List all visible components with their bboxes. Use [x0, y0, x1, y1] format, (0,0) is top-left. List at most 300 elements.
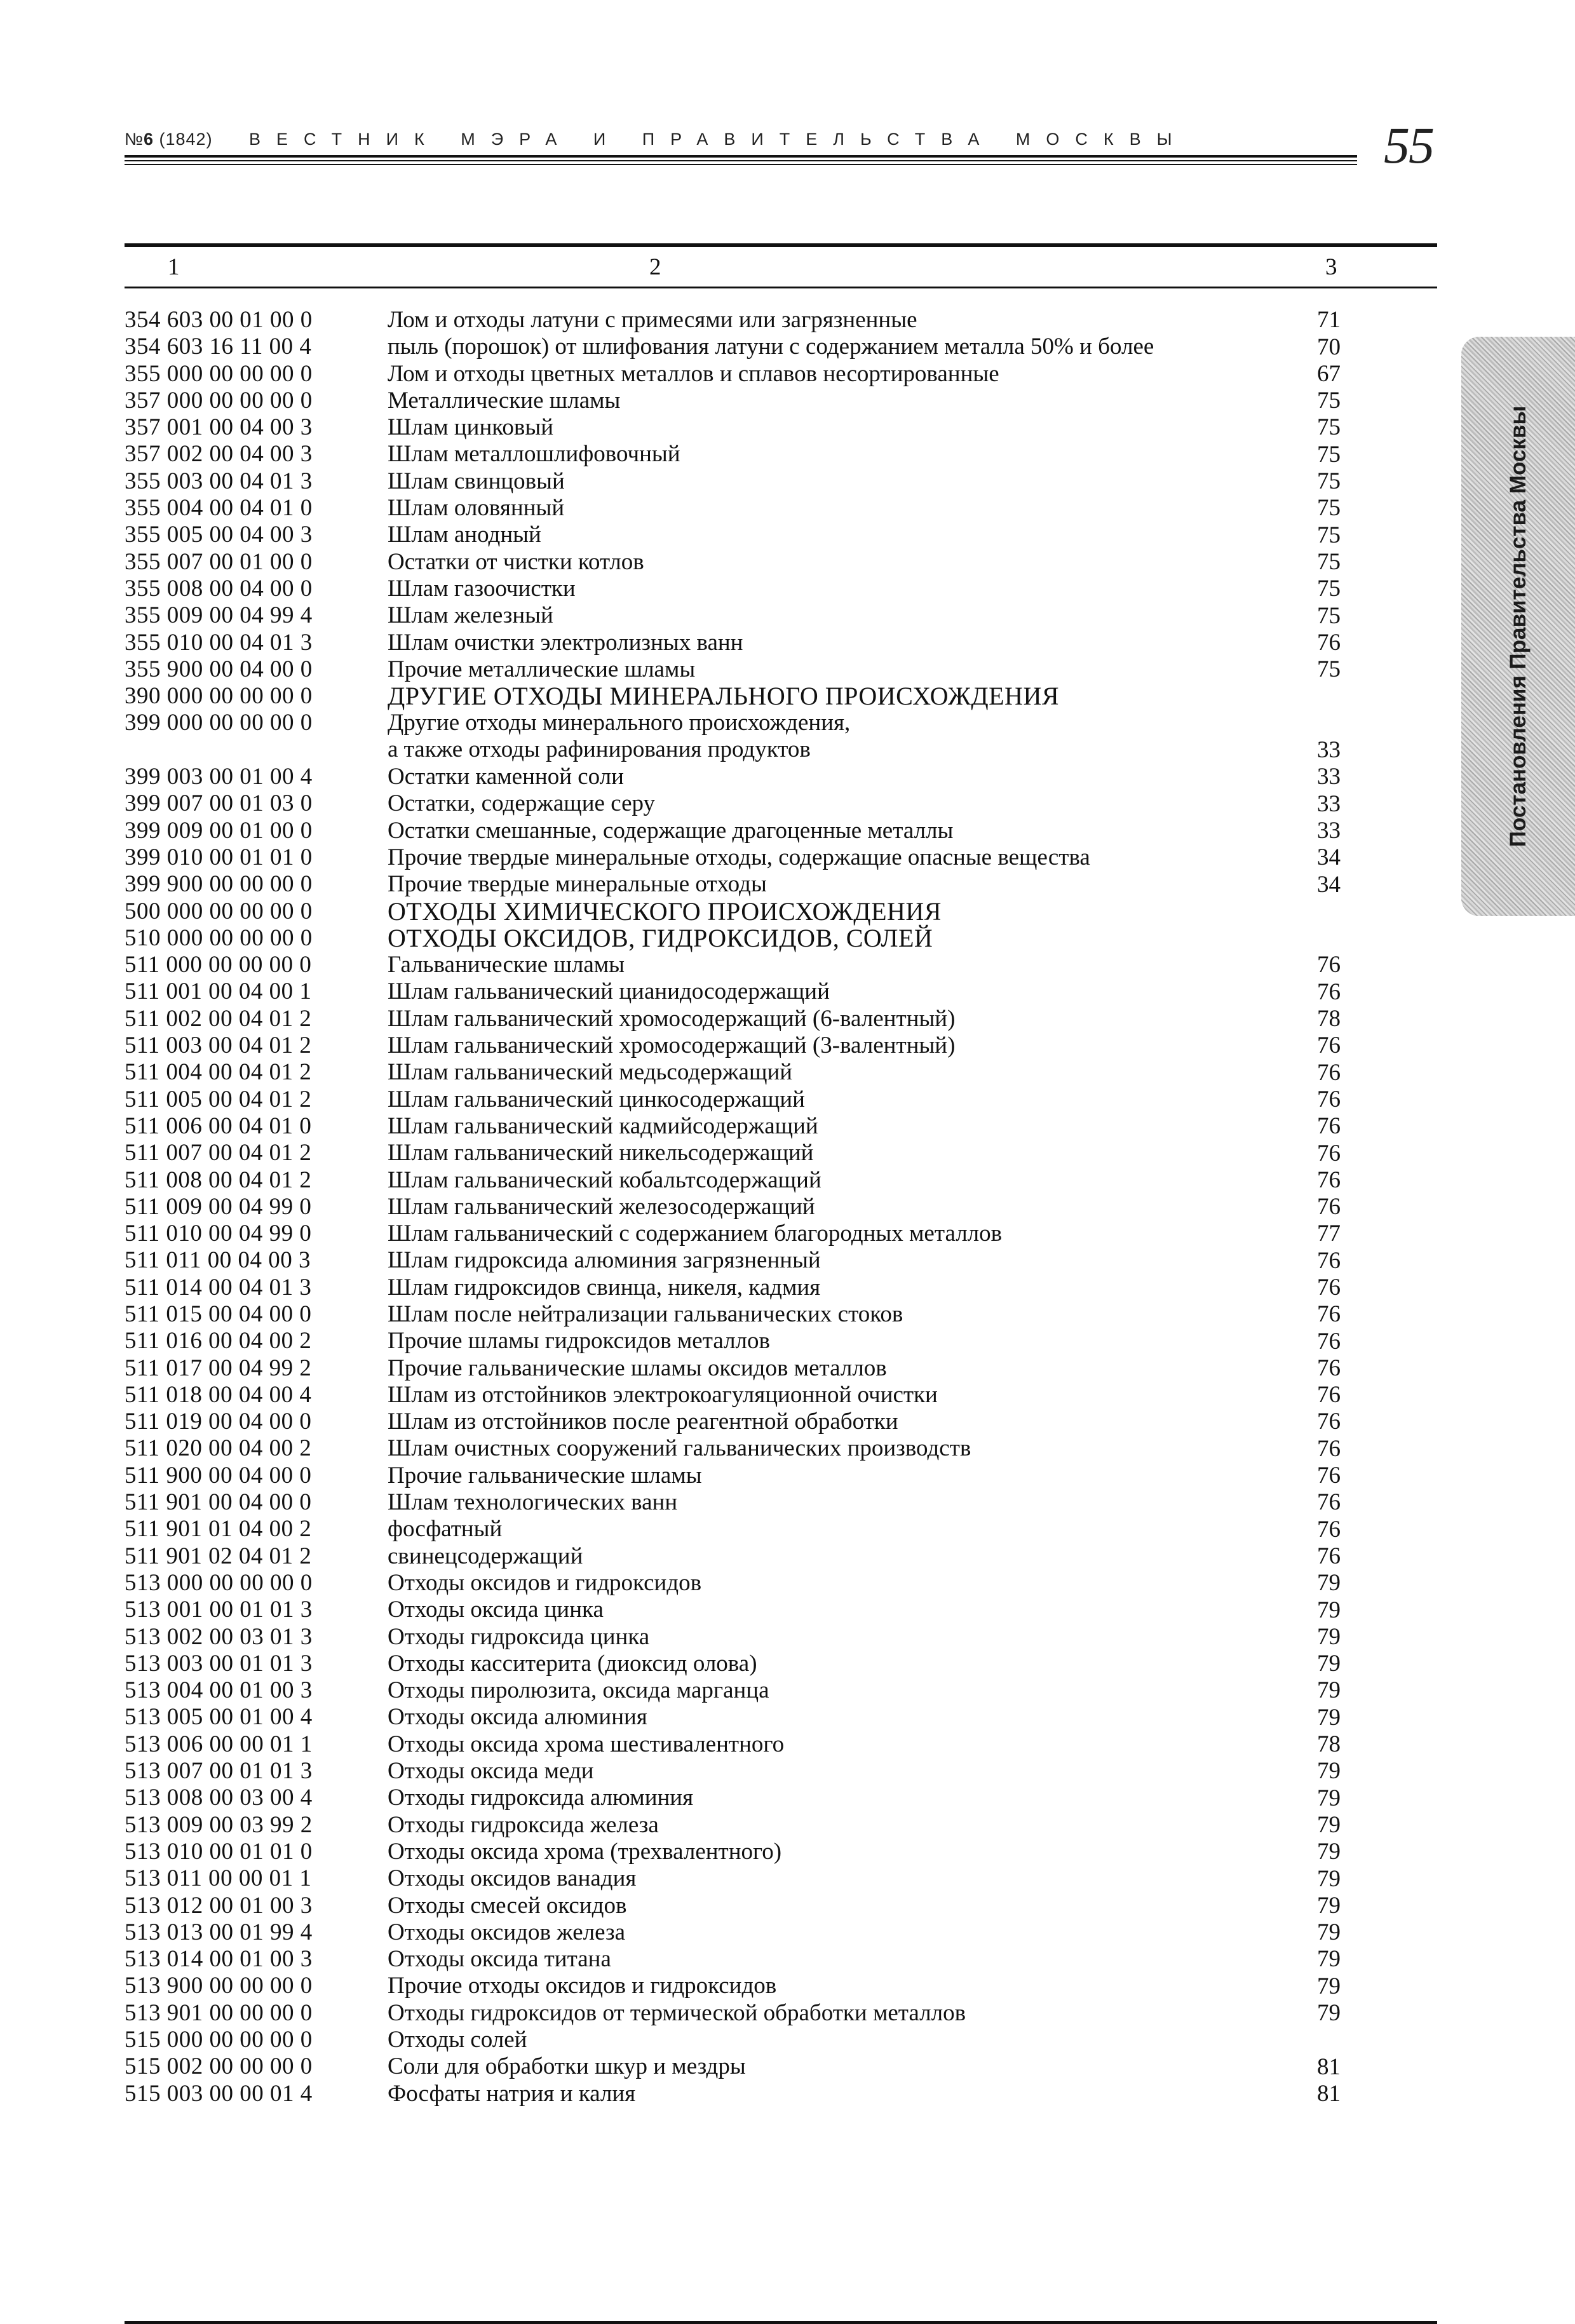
page-number: 55	[1384, 116, 1433, 174]
waste-name-line: Отходы оксида хрома шестивалентного	[388, 1731, 785, 1757]
waste-name-line: Прочие гальванические шламы	[388, 1462, 702, 1489]
waste-name	[388, 468, 1290, 495]
waste-name	[388, 1086, 1290, 1113]
waste-code: 513 005 00 01 00 4	[125, 1704, 313, 1731]
table-row	[125, 1973, 1437, 1999]
waste-class-number: 76	[1317, 1113, 1341, 1140]
side-tab-label: Постановления Правительства Москвы	[1505, 405, 1531, 848]
table-row	[125, 1489, 1437, 1516]
table-row	[125, 1032, 1437, 1059]
waste-name	[388, 307, 1290, 334]
table-row	[125, 1919, 1437, 1946]
waste-code: 355 000 00 00 00 0	[125, 360, 313, 387]
waste-name	[388, 764, 1290, 790]
waste-name	[388, 925, 1290, 952]
section-heading-row	[125, 683, 1437, 710]
waste-class-number: 76	[1317, 1543, 1341, 1569]
waste-code: 511 901 01 04 00 2	[125, 1516, 312, 1543]
waste-code: 399 007 00 01 03 0	[125, 790, 313, 817]
waste-class-number: 79	[1317, 1839, 1341, 1865]
waste-name	[388, 1463, 1290, 1489]
waste-class-number: 76	[1317, 1194, 1341, 1220]
waste-class-number: 76	[1317, 1435, 1341, 1462]
waste-code: 513 004 00 01 00 3	[125, 1677, 313, 1704]
waste-code: 399 003 00 01 00 4	[125, 764, 313, 790]
waste-code: 511 005 00 04 01 2	[125, 1086, 312, 1112]
waste-name	[388, 1194, 1290, 1220]
waste-code: 357 001 00 04 00 3	[125, 414, 313, 441]
waste-class-number: 79	[1317, 1946, 1341, 1973]
waste-class-number: 76	[1317, 1140, 1341, 1166]
waste-class-number: 75	[1317, 414, 1341, 441]
waste-code: 511 000 00 00 00 0	[125, 952, 312, 978]
column-header-1: 1	[168, 254, 180, 280]
table-row	[125, 1543, 1437, 1570]
waste-code: 513 001 00 01 01 3	[125, 1597, 313, 1623]
table-row	[125, 630, 1437, 656]
waste-name-line: Отходы оксида меди	[388, 1758, 594, 1785]
waste-code: 513 010 00 01 01 0	[125, 1838, 313, 1865]
waste-name-line: Шлам гидроксида алюминия загрязненный	[388, 1247, 821, 1274]
table-row	[125, 1167, 1437, 1194]
waste-name	[388, 1839, 1290, 1865]
waste-name-line: Шлам гальванический никельсодержащий	[388, 1140, 814, 1166]
header-rule	[125, 155, 1357, 168]
waste-code: 390 000 00 00 00 0	[125, 683, 313, 710]
waste-name-line: Отходы оксидов железа	[388, 1919, 626, 1945]
waste-name	[388, 1624, 1290, 1651]
waste-name-line: Соли для обработки шкур и мездры	[388, 2053, 746, 2080]
waste-name	[388, 522, 1290, 548]
waste-code: 513 014 00 01 00 3	[125, 1946, 313, 1973]
waste-name-line: Шлам железный	[388, 602, 553, 629]
waste-name-line: Металлические шламы	[388, 387, 621, 414]
waste-name-line: Гальванические шламы	[388, 952, 625, 978]
waste-name-line: Лом и отходы латуни с примесями или загрязненные	[388, 307, 917, 333]
waste-code: 355 004 00 04 01 0	[125, 495, 313, 522]
table-row	[125, 576, 1437, 602]
waste-code: 511 017 00 04 99 2	[125, 1355, 312, 1381]
waste-code: 511 016 00 04 00 2	[125, 1328, 312, 1355]
waste-name-line: Шлам гальванический цинкосодержащий	[388, 1086, 805, 1112]
waste-name	[388, 1301, 1290, 1328]
waste-code: 515 002 00 00 00 0	[125, 2053, 313, 2080]
waste-class-number: 76	[1317, 1086, 1341, 1112]
waste-class-number: 76	[1317, 952, 1341, 978]
waste-class-number: 76	[1317, 1409, 1341, 1435]
waste-name	[388, 710, 1290, 763]
table-row	[125, 952, 1437, 978]
waste-class-number: 75	[1317, 495, 1341, 522]
table-row	[125, 2000, 1437, 2027]
waste-name-line: Прочие металлические шламы	[388, 656, 696, 682]
table-row	[125, 1140, 1437, 1166]
table-row	[125, 1946, 1437, 1973]
table-row	[125, 602, 1437, 629]
waste-class-number: 78	[1317, 1731, 1341, 1758]
waste-name	[388, 576, 1290, 602]
waste-class-number: 76	[1317, 1247, 1341, 1274]
waste-name-line: Остатки, содержащие серу	[388, 790, 656, 817]
waste-code: 513 000 00 00 00 0	[125, 1569, 313, 1596]
waste-class-number: 75	[1317, 388, 1341, 414]
waste-code: 355 009 00 04 99 4	[125, 602, 313, 629]
waste-class-number: 67	[1317, 360, 1341, 387]
waste-class-number: 75	[1317, 576, 1341, 602]
waste-name-line: Отходы оксида цинка	[388, 1597, 604, 1623]
waste-class-number: 33	[1317, 737, 1341, 764]
waste-name-line: Отходы оксида хрома (трехвалентного)	[388, 1838, 782, 1865]
column-header-2: 2	[649, 254, 661, 280]
page-header	[125, 116, 1433, 175]
table-row	[125, 1865, 1437, 1892]
waste-class-number: 79	[1317, 1704, 1341, 1731]
waste-class-number: 76	[1317, 1328, 1341, 1355]
section-heading-row	[125, 898, 1437, 925]
table-row	[125, 1758, 1437, 1785]
waste-name-line: Отходы оксида алюминия	[388, 1704, 647, 1731]
waste-name	[388, 1247, 1290, 1274]
table-row	[125, 1516, 1437, 1543]
waste-code: 357 002 00 04 00 3	[125, 441, 313, 468]
waste-name	[388, 2027, 1290, 2053]
waste-name	[388, 2053, 1290, 2080]
waste-name	[388, 1032, 1290, 1059]
waste-code: 513 006 00 00 01 1	[125, 1731, 313, 1757]
waste-name-line: Прочие твердые минеральные отходы, содержащие опасные вещества	[388, 844, 1090, 870]
waste-code: 355 900 00 04 00 0	[125, 656, 313, 682]
waste-name	[388, 1409, 1290, 1435]
waste-name	[388, 1113, 1290, 1140]
table-row	[125, 414, 1437, 441]
waste-class-number: 79	[1317, 1570, 1341, 1597]
waste-name-line: пыль (порошок) от шлифования латуни с содержанием металла 50% и более	[388, 334, 1154, 360]
waste-class-number: 33	[1317, 817, 1341, 844]
waste-name-line: Прочие шламы гидроксидов металлов	[388, 1328, 770, 1355]
waste-code: 511 009 00 04 99 0	[125, 1193, 312, 1220]
waste-class-number: 79	[1317, 1785, 1341, 1811]
waste-code: 510 000 00 00 00 0	[125, 924, 313, 951]
table-row	[125, 764, 1437, 790]
waste-name-line: Остатки от чистки котлов	[388, 548, 644, 575]
waste-class-number: 76	[1317, 1274, 1341, 1300]
waste-class-number: 75	[1317, 468, 1341, 495]
waste-code: 355 007 00 01 00 0	[125, 548, 313, 575]
table-row	[125, 818, 1437, 844]
waste-code: 355 010 00 04 01 3	[125, 629, 313, 656]
waste-name	[388, 2000, 1290, 2027]
waste-class-number: 76	[1317, 1166, 1341, 1193]
waste-name	[388, 1220, 1290, 1247]
waste-class-number: 76	[1317, 1463, 1341, 1489]
waste-class-number: 34	[1317, 844, 1341, 871]
waste-name-line: Шлам гальванический кобальтсодержащий	[388, 1166, 821, 1193]
waste-class-number: 79	[1317, 1811, 1341, 1838]
waste-code: 511 004 00 04 01 2	[125, 1059, 312, 1086]
table-row	[125, 307, 1437, 334]
table-row	[125, 441, 1437, 468]
table-row	[125, 495, 1437, 522]
table-row	[125, 361, 1437, 388]
waste-code: 513 900 00 00 00 0	[125, 1973, 313, 1999]
waste-name	[388, 1677, 1290, 1704]
waste-name	[388, 388, 1290, 414]
waste-code: 511 900 00 04 00 0	[125, 1462, 312, 1489]
waste-name	[388, 1435, 1290, 1462]
table-row	[125, 1274, 1437, 1301]
waste-name-line: Шлам из отстойников электрокоагуляционной очистки	[388, 1381, 938, 1408]
waste-name-line: Шлам гидроксидов свинца, никеля, кадмия	[388, 1274, 821, 1300]
waste-name-line: Отходы гидроксидов от термической обработки металлов	[388, 1999, 966, 2026]
waste-name-line: Шлам гальванический цианидосодержащий	[388, 978, 830, 1005]
waste-code: 500 000 00 00 00 0	[125, 898, 313, 924]
waste-name	[388, 1355, 1290, 1382]
waste-class-number: 79	[1317, 1919, 1341, 1946]
table-row	[125, 388, 1437, 414]
waste-class-number: 79	[1317, 1892, 1341, 1919]
waste-code: 513 901 00 00 00 0	[125, 1999, 313, 2026]
waste-name-line: Шлам технологических ванн	[388, 1489, 678, 1516]
waste-class-number: 76	[1317, 1355, 1341, 1381]
issue-number: №6 (1842)	[125, 130, 213, 149]
journal-title: ВЕСТНИК МЭРА И ПРАВИТЕЛЬСТВА МОСКВЫ	[249, 130, 1188, 149]
table-row	[125, 2053, 1437, 2080]
waste-name-line: Прочие твердые минеральные отходы	[388, 871, 767, 898]
waste-name	[388, 790, 1290, 817]
waste-name	[388, 630, 1290, 656]
table-row	[125, 334, 1437, 360]
waste-code: 513 007 00 01 01 3	[125, 1758, 313, 1785]
waste-name	[388, 1919, 1290, 1946]
waste-name	[388, 818, 1290, 844]
table-row	[125, 1839, 1437, 1865]
waste-class-number: 78	[1317, 1006, 1341, 1032]
waste-name	[388, 1516, 1290, 1543]
table-row	[125, 1006, 1437, 1032]
waste-name	[388, 1865, 1290, 1892]
waste-code: 513 002 00 03 01 3	[125, 1623, 313, 1650]
waste-name	[388, 1570, 1290, 1597]
waste-code: 515 003 00 00 01 4	[125, 2080, 313, 2107]
waste-class-number: 76	[1317, 978, 1341, 1005]
table-row	[125, 1597, 1437, 1623]
waste-class-number: 79	[1317, 1597, 1341, 1623]
waste-name	[388, 1140, 1290, 1166]
waste-name	[388, 1059, 1290, 1086]
waste-name	[388, 898, 1290, 925]
table-row	[125, 1220, 1437, 1247]
waste-name	[388, 1651, 1290, 1677]
table-row	[125, 1624, 1437, 1651]
table-row	[125, 1355, 1437, 1382]
waste-name-line: Отходы гидроксида железа	[388, 1811, 659, 1838]
waste-code: 511 010 00 04 99 0	[125, 1220, 312, 1247]
waste-name	[388, 1597, 1290, 1623]
table-row	[125, 522, 1437, 548]
waste-code: 513 013 00 01 99 4	[125, 1919, 313, 1945]
waste-name	[388, 1382, 1290, 1409]
waste-code: 513 011 00 00 01 1	[125, 1865, 312, 1892]
waste-code: 354 603 16 11 00 4	[125, 334, 312, 360]
waste-name	[388, 361, 1290, 388]
waste-name-line: Отходы оксидов ванадия	[388, 1865, 637, 1892]
waste-class-number: 79	[1317, 1973, 1341, 1999]
waste-name-line: Фосфаты натрия и калия	[388, 2080, 636, 2107]
waste-name-line: Шлам гальванический хромосодержащий (3-валентный)	[388, 1032, 956, 1059]
waste-class-number: 76	[1317, 1032, 1341, 1059]
waste-name	[388, 1785, 1290, 1811]
table-row	[125, 1677, 1437, 1704]
table-row	[125, 1247, 1437, 1274]
waste-name-line: Шлам гальванический с содержанием благородных металлов	[388, 1220, 1003, 1247]
table-row	[125, 1731, 1437, 1758]
waste-name	[388, 871, 1290, 898]
waste-class-number: 76	[1317, 1489, 1341, 1516]
waste-class-number: 70	[1317, 334, 1341, 360]
waste-name-line: Отходы гидроксида цинка	[388, 1623, 650, 1650]
waste-name-line: Шлам свинцовый	[388, 468, 565, 494]
waste-name	[388, 1543, 1290, 1570]
waste-name-line: а также отходы рафинирования продуктов	[388, 736, 811, 763]
waste-name-line: Прочие гальванические шламы оксидов металлов	[388, 1355, 887, 1381]
table-row	[125, 1382, 1437, 1409]
waste-class-number: 33	[1317, 790, 1341, 817]
waste-class-number: 79	[1317, 1677, 1341, 1704]
waste-name	[388, 1973, 1290, 1999]
waste-name-line: Лом и отходы цветных металлов и сплавов несортированные	[388, 360, 999, 387]
waste-name-line: Прочие отходы оксидов и гидроксидов	[388, 1973, 777, 1999]
waste-class-number: 75	[1317, 441, 1341, 468]
waste-class-number: 79	[1317, 1651, 1341, 1677]
waste-code: 511 002 00 04 01 2	[125, 1005, 312, 1032]
waste-name	[388, 1946, 1290, 1973]
table-row	[125, 1328, 1437, 1355]
table-row	[125, 871, 1437, 898]
waste-code: 355 008 00 04 00 0	[125, 575, 313, 602]
table-row	[125, 1194, 1437, 1220]
waste-name-line: Шлам газоочистки	[388, 575, 576, 602]
waste-name-line: Шлам гальванический кадмийсодержащий	[388, 1112, 818, 1139]
table-row	[125, 1059, 1437, 1086]
waste-name	[388, 1893, 1290, 1919]
waste-code: 355 003 00 04 01 3	[125, 468, 313, 494]
waste-code: 354 603 00 01 00 0	[125, 307, 313, 333]
waste-name	[388, 1328, 1290, 1355]
table-row	[125, 1812, 1437, 1839]
waste-class-number: 76	[1317, 1382, 1341, 1409]
table-body	[125, 307, 1437, 2107]
waste-code: 511 015 00 04 00 0	[125, 1300, 312, 1327]
waste-class-number: 76	[1317, 629, 1341, 656]
waste-classification-table	[125, 243, 1437, 2107]
table-row	[125, 710, 1437, 764]
waste-name	[388, 683, 1290, 710]
table-row	[125, 1113, 1437, 1140]
waste-name	[388, 602, 1290, 629]
waste-code: 511 020 00 04 00 2	[125, 1435, 312, 1462]
waste-code: 511 001 00 04 00 1	[125, 978, 312, 1005]
waste-code: 511 014 00 04 01 3	[125, 1274, 312, 1300]
table-row	[125, 2027, 1437, 2053]
waste-name-line: Шлам оловянный	[388, 495, 565, 522]
table-row	[125, 656, 1437, 683]
waste-code: 357 000 00 00 00 0	[125, 387, 313, 414]
waste-code: 399 009 00 01 00 0	[125, 817, 313, 844]
table-row	[125, 1086, 1437, 1113]
waste-name-line: Шлам после нейтрализации гальванических стоков	[388, 1300, 903, 1327]
waste-name-line: ОТХОДЫ ХИМИЧЕСКОГО ПРОИСХОЖДЕНИЯ	[388, 896, 942, 926]
waste-name-line: Шлам из отстойников после реагентной обработки	[388, 1409, 898, 1435]
waste-name	[388, 952, 1290, 978]
table-row	[125, 1463, 1437, 1489]
waste-code: 511 019 00 04 00 0	[125, 1409, 312, 1435]
waste-name	[388, 1731, 1290, 1758]
waste-name-line: Отходы оксида титана	[388, 1946, 611, 1973]
waste-name	[388, 334, 1290, 360]
table-row	[125, 2081, 1437, 2107]
waste-name	[388, 1758, 1290, 1785]
table-row	[125, 468, 1437, 495]
waste-class-number: 77	[1317, 1220, 1341, 1247]
waste-code: 511 006 00 04 01 0	[125, 1112, 312, 1139]
waste-name-line: Шлам металлошлифовочный	[388, 441, 680, 468]
waste-name	[388, 414, 1290, 441]
table-row	[125, 1704, 1437, 1731]
waste-class-number: 33	[1317, 764, 1341, 790]
waste-name	[388, 1274, 1290, 1301]
waste-class-number: 75	[1317, 522, 1341, 548]
table-row	[125, 1893, 1437, 1919]
waste-code: 515 000 00 00 00 0	[125, 2027, 313, 2053]
waste-class-number: 81	[1317, 2053, 1341, 2080]
table-row	[125, 1785, 1437, 1811]
waste-code: 513 009 00 03 99 2	[125, 1811, 313, 1838]
waste-name-line: фосфатный	[388, 1516, 503, 1543]
waste-name-line: Отходы гидроксида алюминия	[388, 1785, 694, 1811]
table-row	[125, 978, 1437, 1005]
waste-name-line: Остатки смешанные, содержащие драгоценные металлы	[388, 817, 954, 844]
waste-name	[388, 1489, 1290, 1516]
waste-name	[388, 978, 1290, 1005]
waste-name-line: Шлам гальванический железосодержащий	[388, 1193, 815, 1220]
waste-class-number: 71	[1317, 307, 1341, 334]
waste-name	[388, 549, 1290, 576]
table-bottom-rule	[125, 2321, 1437, 2324]
table-column-header	[125, 247, 1437, 288]
waste-name	[388, 1704, 1290, 1731]
waste-name-line: Шлам гальванический медьсодержащий	[388, 1059, 793, 1086]
waste-code: 513 012 00 01 00 3	[125, 1892, 313, 1919]
waste-name-line: свинецсодержащий	[388, 1543, 583, 1569]
waste-code: 513 003 00 01 01 3	[125, 1650, 313, 1677]
waste-name-line: ДРУГИЕ ОТХОДЫ МИНЕРАЛЬНОГО ПРОИСХОЖДЕНИЯ	[388, 682, 1060, 711]
waste-class-number: 76	[1317, 1301, 1341, 1328]
waste-name	[388, 1006, 1290, 1032]
waste-code: 399 900 00 00 00 0	[125, 871, 313, 898]
table-row	[125, 1435, 1437, 1462]
waste-code: 513 008 00 03 00 4	[125, 1785, 313, 1811]
waste-name-line: Отходы солей	[388, 2027, 527, 2053]
table-row	[125, 844, 1437, 871]
table-row	[125, 1409, 1437, 1435]
waste-class-number: 79	[1317, 1758, 1341, 1785]
section-heading-row	[125, 925, 1437, 952]
waste-code: 355 005 00 04 00 3	[125, 522, 313, 548]
waste-class-number: 76	[1317, 1059, 1341, 1086]
waste-name-line: ОТХОДЫ ОКСИДОВ, ГИДРОКСИДОВ, СОЛЕЙ	[388, 923, 933, 952]
waste-name-line: Шлам цинковый	[388, 414, 554, 441]
waste-name	[388, 844, 1290, 871]
